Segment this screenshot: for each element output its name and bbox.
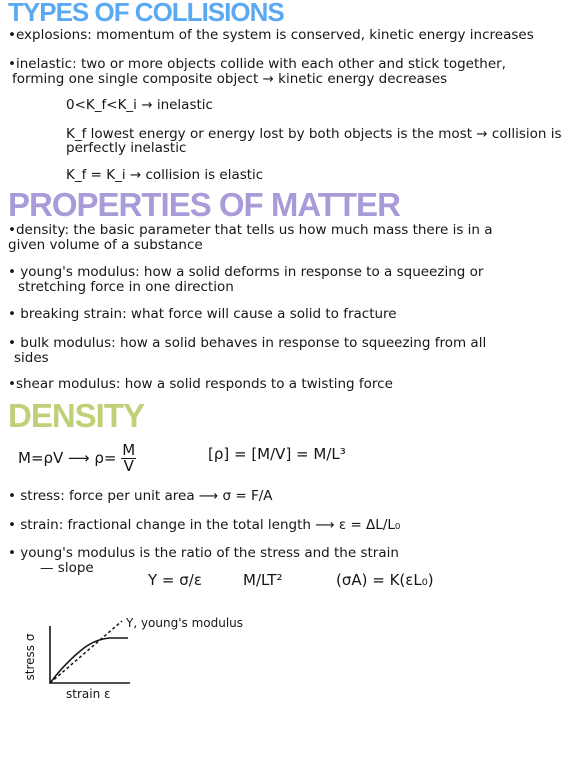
shear-modulus: •shear modulus: how a solid responds to a twisting force — [8, 376, 393, 392]
explosions-text: •explosions: momentum of the system is conserved, kinetic energy increases — [8, 27, 534, 43]
youngs-modulus-2: stretching force in one direction — [18, 279, 234, 295]
perfectly-inelastic-2: perfectly inelastic — [66, 140, 187, 156]
strain-definition: • strain: fractional change in the total length ⟶ ε = ΔL/L₀ — [8, 517, 401, 533]
youngs-line-label: Y, young's modulus — [126, 616, 244, 630]
density-heading: DENSITY — [8, 397, 145, 434]
breaking-strain: • breaking strain: what force will cause a solid to fracture — [8, 306, 397, 322]
inelastic-text-1: •inelastic: two or more objects collide with each other and stick together, — [8, 56, 506, 72]
youngs-modulus-line — [50, 621, 122, 683]
stress-definition: • stress: force per unit area ⟶ σ = F/A — [8, 488, 273, 504]
elastic-case: K_f = K_i → collision is elastic — [66, 167, 264, 183]
density-eq-main: M=ρV ⟶ ρ= — [18, 449, 117, 467]
graph-axes — [50, 626, 130, 683]
bulk-modulus-2: sides — [14, 350, 49, 366]
youngs-dimension: M/LT² — [243, 571, 283, 589]
fraction-denominator: V — [123, 457, 134, 475]
strain-axis-label: strain ε — [66, 687, 111, 701]
fraction-numerator: M — [122, 441, 136, 459]
youngs-ratio: • young's modulus is the ratio of the stress and the strain — [8, 545, 399, 561]
stress-axis-label: stress σ — [23, 633, 37, 681]
collisions-heading: TYPES OF COLLISIONS — [8, 0, 284, 27]
force-equation: (σA) = K(εL₀) — [336, 571, 434, 589]
density-definition-2: given volume of a substance — [8, 237, 203, 253]
bulk-modulus-1: • bulk modulus: how a solid behaves in response to squeezing from all — [8, 335, 487, 351]
stress-strain-curve — [50, 638, 128, 683]
matter-heading: PROPERTIES OF MATTER — [8, 186, 400, 223]
dimension-equation: [ρ] = [M/V] = M/L³ — [208, 445, 346, 463]
youngs-modulus-1: • young's modulus: how a solid deforms in response to a squeezing or — [8, 264, 484, 280]
density-definition-1: •density: the basic parameter that tells us how much mass there is in a — [8, 222, 493, 238]
perfectly-inelastic-1: K_f lowest energy or energy lost by both objects is the most → collision is — [66, 126, 562, 142]
inelastic-case: 0<K_f<K_i → inelastic — [66, 97, 213, 113]
slope-note: — slope — [40, 560, 94, 576]
youngs-equation: Y = σ/ε — [148, 571, 202, 589]
inelastic-text-2: forming one single composite object → kinetic energy decreases — [12, 71, 448, 87]
